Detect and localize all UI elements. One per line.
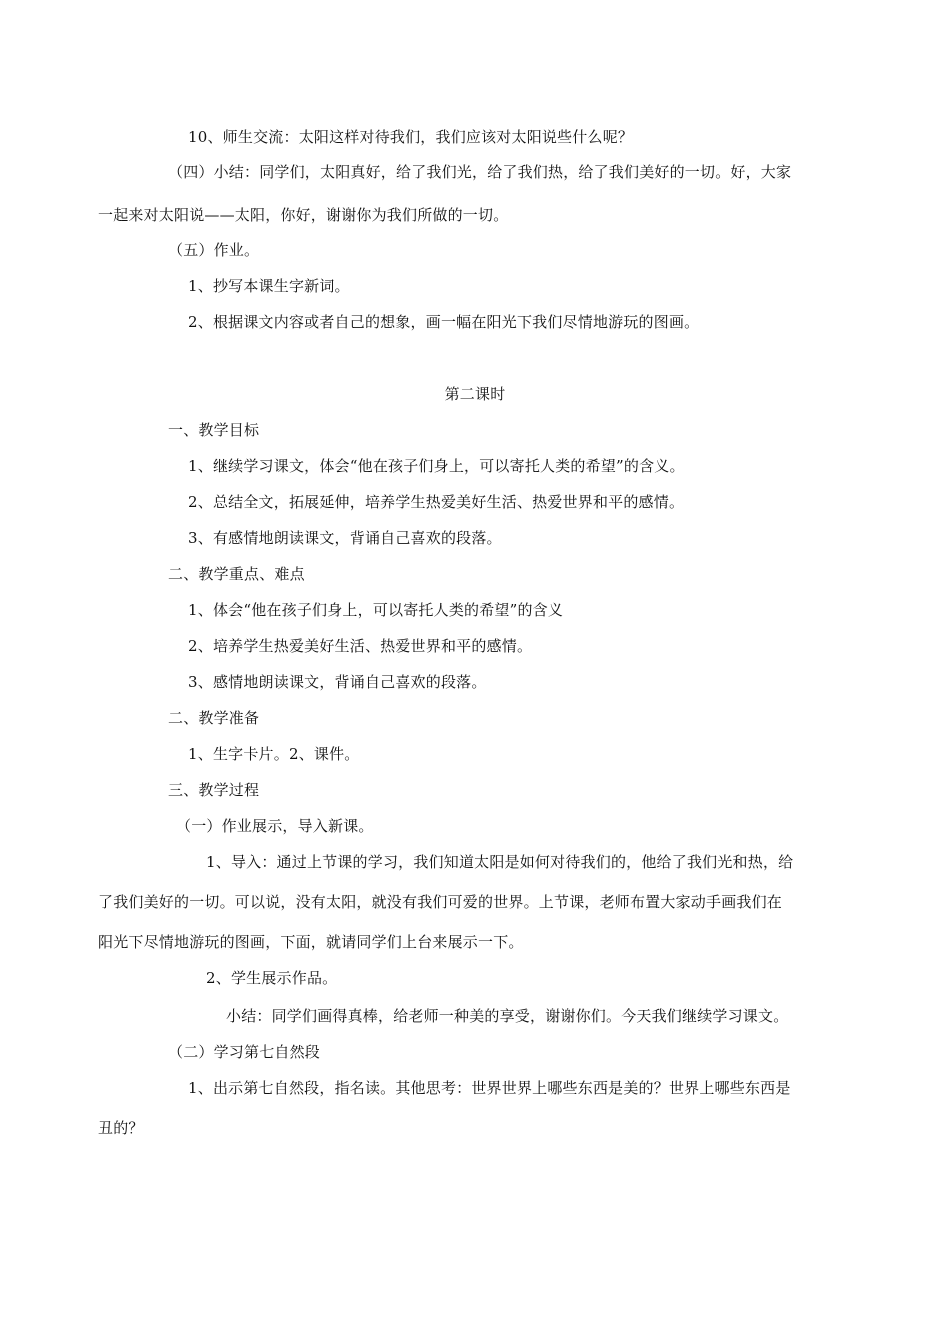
list-item: 3、有感情地朗读课文，背诵自己喜欢的段落。 (188, 529, 502, 547)
paragraph-line: 一起来对太阳说——太阳，你好，谢谢你为我们所做的一切。 (98, 206, 509, 224)
paragraph-line: （四）小结：同学们，太阳真好，给了我们光，给了我们热，给了我们美好的一切。好，大家 (168, 163, 792, 181)
list-item: 1、生字卡片。2、课件。 (188, 745, 360, 763)
paragraph-line: 阳光下尽情地游玩的图画，下面，就请同学们上台来展示一下。 (98, 933, 524, 951)
section-heading: 二、教学重点、难点 (168, 565, 305, 583)
list-item: 2、培养学生热爱美好生活、热爱世界和平的感情。 (188, 637, 533, 655)
list-item: 2、根据课文内容或者自己的想象，画一幅在阳光下我们尽情地游玩的图画。 (188, 313, 700, 331)
section-heading: 一、教学目标 (168, 421, 260, 439)
subsection-heading: （二）学习第七自然段 (168, 1043, 321, 1061)
list-item: 1、体会“他在孩子们身上，可以寄托人类的希望”的含义 (188, 601, 564, 619)
lesson-title: 第二课时 (444, 385, 506, 403)
list-item: 2、学生展示作品。 (206, 969, 338, 987)
list-item: 1、抄写本课生字新词。 (188, 277, 350, 295)
section-heading: 二、教学准备 (168, 709, 260, 727)
paragraph-line: 小结：同学们画得真棒，给老师一种美的享受，谢谢你们。今天我们继续学习课文。 (226, 1007, 789, 1025)
paragraph-line: 了我们美好的一切。可以说，没有太阳，就没有我们可爱的世界。上节课，老师布置大家动手画我们在 (98, 893, 783, 911)
section-heading: （五）作业。 (168, 241, 260, 259)
paragraph-line: 丑的？ (98, 1119, 144, 1137)
list-item: 3、感情地朗读课文，背诵自己喜欢的段落。 (188, 673, 487, 691)
subsection-heading: （一）作业展示，导入新课。 (176, 817, 374, 835)
paragraph-line: 1、导入：通过上节课的学习，我们知道太阳是如何对待我们的，他给了我们光和热，给 (206, 853, 794, 871)
paragraph-line: 10、师生交流：太阳这样对待我们，我们应该对太阳说些什么呢？ (188, 128, 634, 146)
section-heading: 三、教学过程 (168, 781, 260, 799)
paragraph-line: 1、出示第七自然段，指名读。其他思考：世界世界上哪些东西是美的？世界上哪些东西是 (188, 1079, 791, 1097)
list-item: 2、总结全文，拓展延伸，培养学生热爱美好生活、热爱世界和平的感情。 (188, 493, 685, 511)
list-item: 1、继续学习课文，体会“他在孩子们身上，可以寄托人类的希望”的含义。 (188, 457, 685, 475)
